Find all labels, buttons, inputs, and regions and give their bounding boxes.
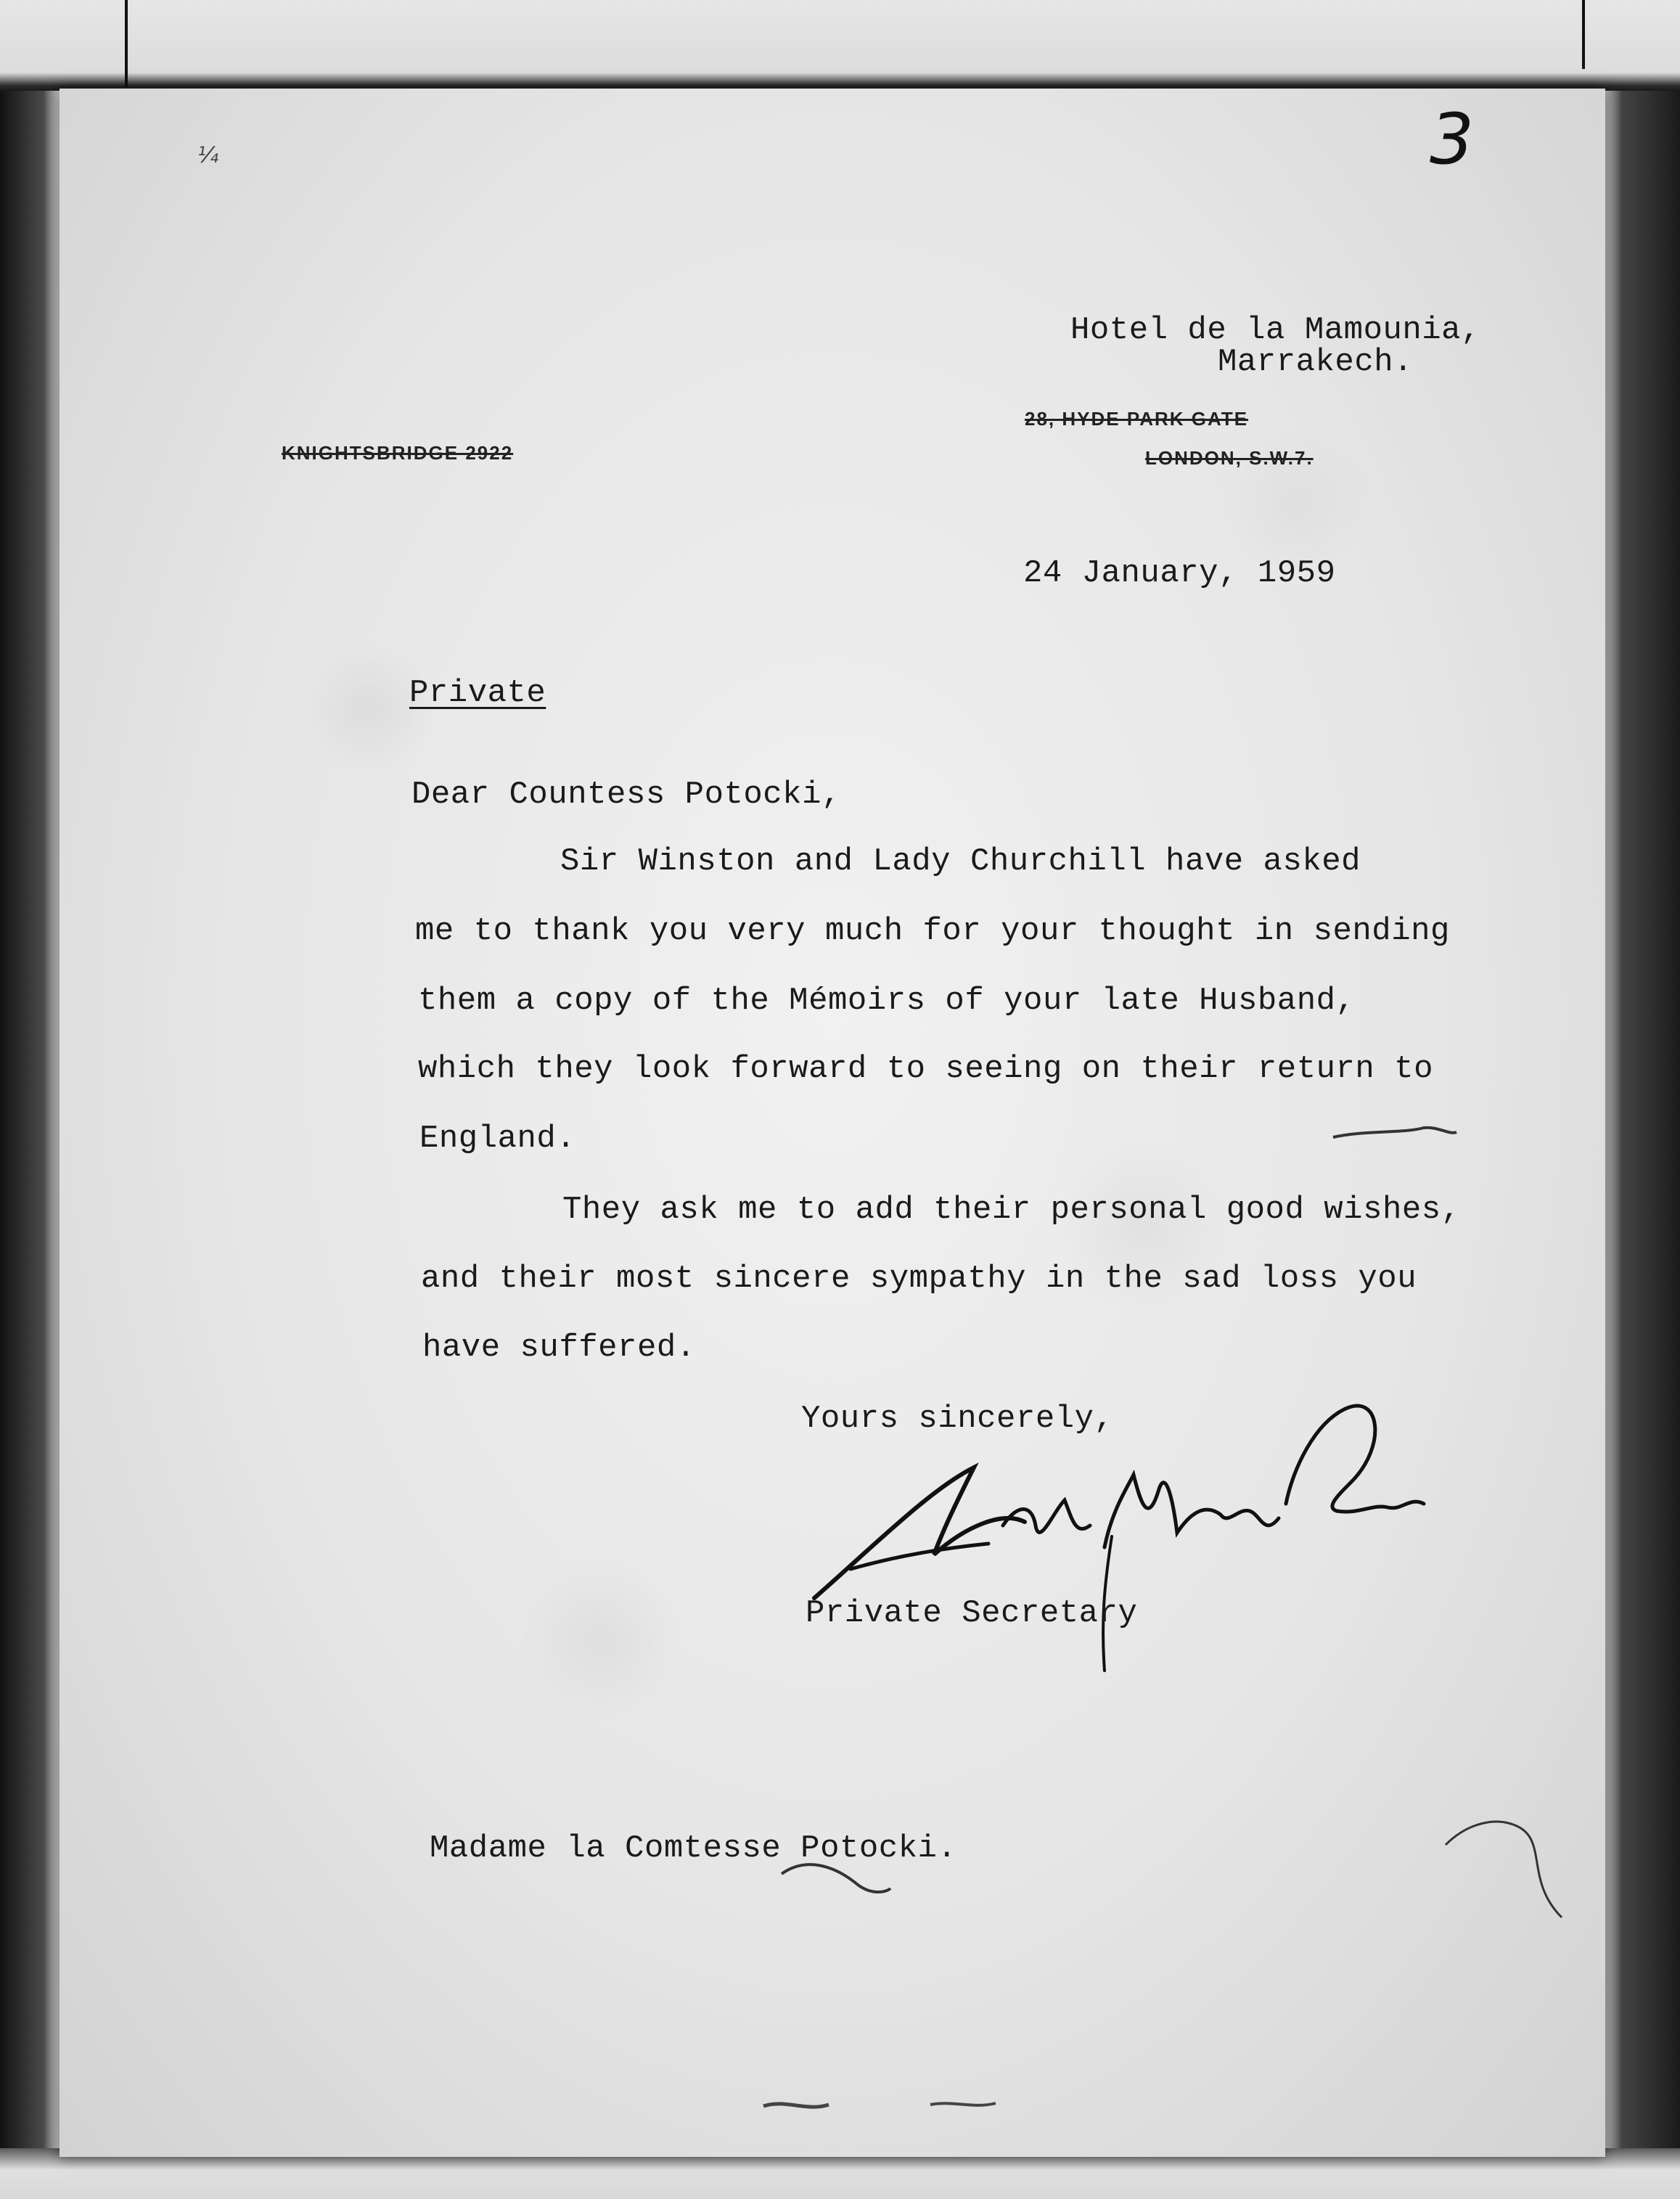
body-line-5: England. bbox=[419, 1121, 576, 1157]
pen-mark-1 bbox=[1329, 1119, 1460, 1148]
printed-phone-crossed: KNIGHTSBRIDGE 2922 bbox=[282, 442, 514, 464]
scan-top-edge bbox=[0, 0, 1680, 91]
body-line-1: Sir Winston and Lady Churchill have asked bbox=[560, 843, 1361, 880]
address-line-2: Marrakech. bbox=[1218, 344, 1414, 380]
pen-mark-3 bbox=[1438, 1794, 1569, 1925]
body-line-7: and their most sincere sympathy in the sad loss you bbox=[421, 1261, 1417, 1297]
body-line-4: which they look forward to seeing on their return to bbox=[418, 1051, 1434, 1087]
page-number: 3 bbox=[1430, 99, 1475, 180]
printed-address-crossed-2: LONDON, S.W.7. bbox=[1145, 447, 1314, 469]
pen-mark-2 bbox=[778, 1852, 894, 1903]
corner-pencil-mark: ¼ bbox=[197, 143, 219, 168]
handwritten-signature bbox=[785, 1380, 1453, 1685]
recipient: Madame la Comtesse Potocki. bbox=[430, 1830, 957, 1867]
body-line-2: me to thank you very much for your thought in sending bbox=[415, 913, 1450, 949]
frame-mark-right bbox=[1582, 0, 1585, 69]
body-line-8: have suffered. bbox=[422, 1330, 696, 1366]
letter-page bbox=[60, 89, 1605, 2157]
frame-mark-left bbox=[125, 0, 128, 87]
letter-date: 24 January, 1959 bbox=[1023, 555, 1336, 591]
pen-mark-4 bbox=[756, 2092, 1003, 2121]
salutation: Dear Countess Potocki, bbox=[411, 777, 841, 813]
body-line-6: They ask me to add their personal good wishes, bbox=[562, 1192, 1461, 1228]
closing: Yours sincerely, bbox=[801, 1401, 1114, 1437]
body-line-3: them a copy of the Mémoirs of your late Husband, bbox=[418, 983, 1356, 1019]
signatory-title: Private Secretary bbox=[806, 1595, 1138, 1631]
address-line-1: Hotel de la Mamounia, bbox=[1070, 312, 1480, 348]
letter-heading: Private bbox=[409, 675, 546, 711]
printed-address-crossed-1: 28, HYDE PARK GATE bbox=[1025, 408, 1249, 430]
